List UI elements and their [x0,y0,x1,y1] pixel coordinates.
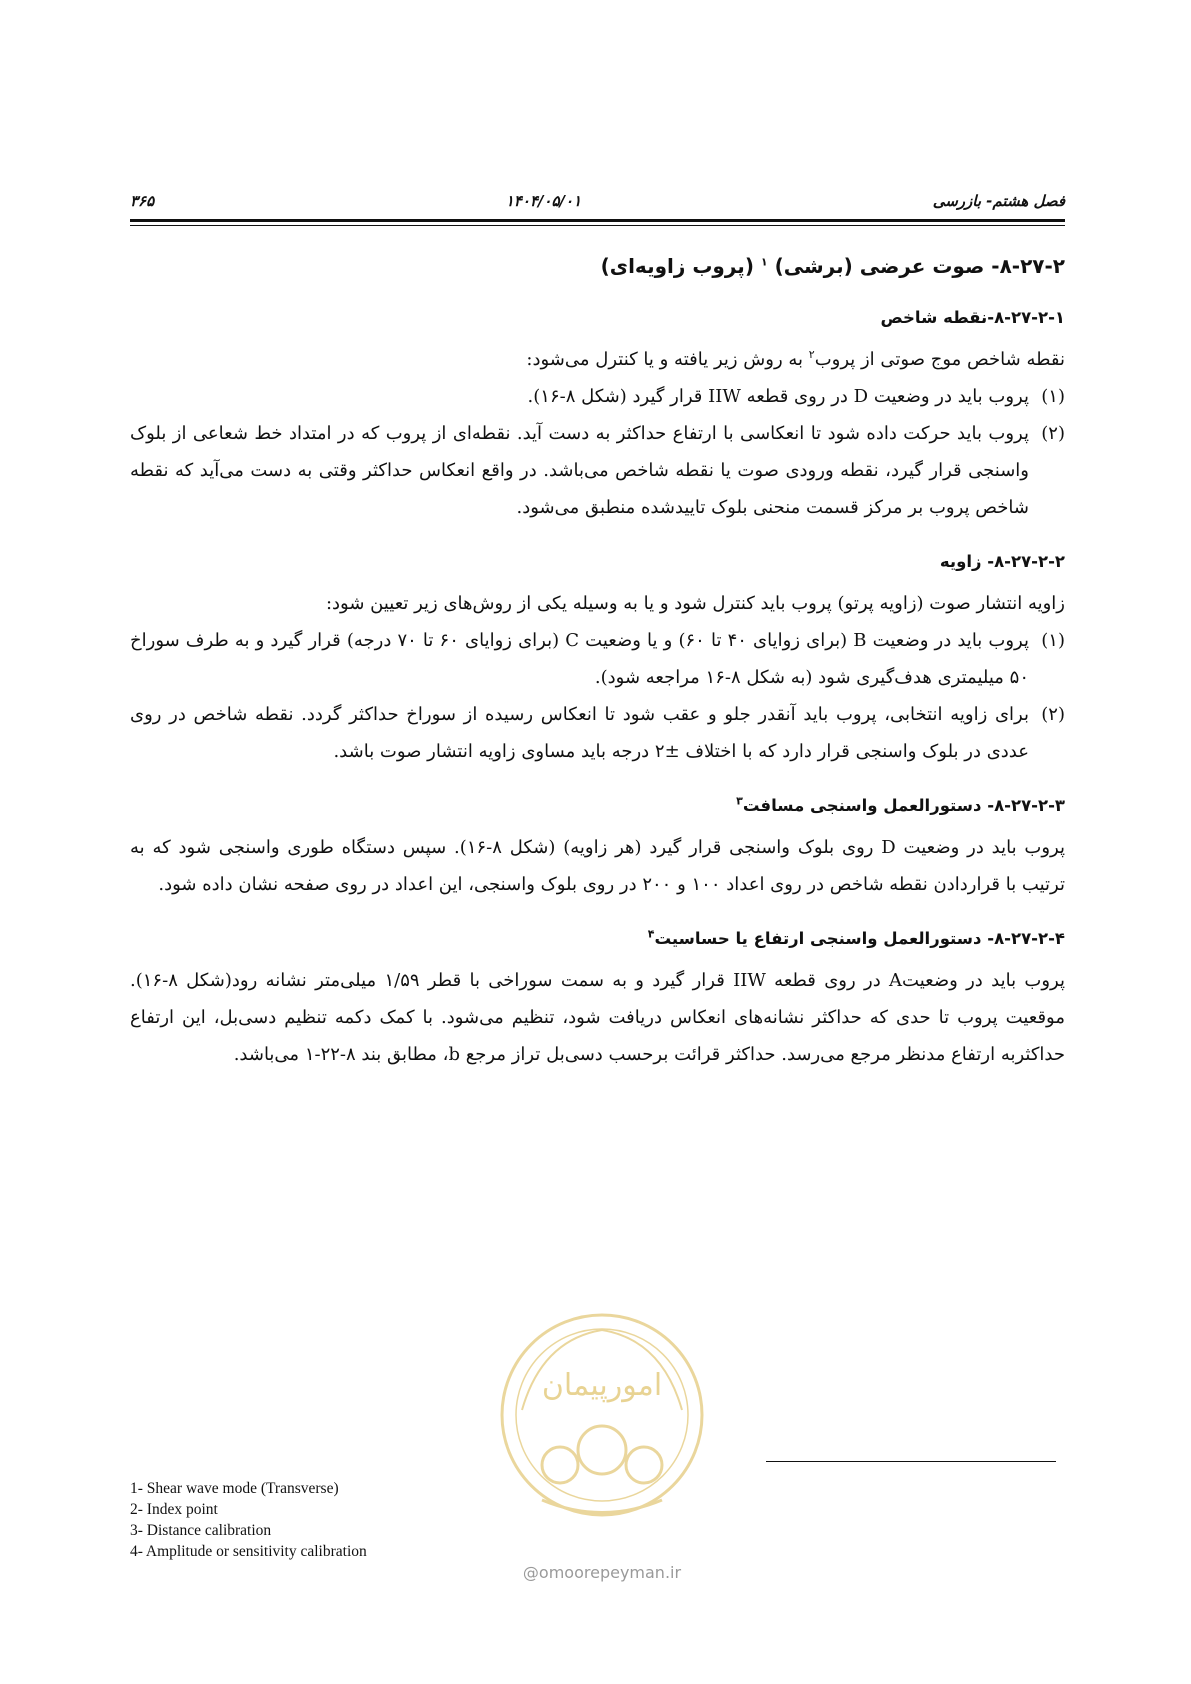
header-rule-thick [130,219,1065,222]
main-content [130,240,1065,1073]
chapter-title: فصل هشتم- بازرسی [932,192,1065,210]
footnote-ref[interactable]: ۴ [647,927,655,941]
list-item-number: (۱) [1041,386,1065,407]
section-title: ۸-۲۷-۲- صوت عرضی (برشی) $^۱$ (پروب زاویه‌ای) [600,254,1065,278]
footnote-item: 4- Amplitude or sensitivity calibration [130,1543,367,1560]
list-item-text: برای زاویه انتخابی، پروب باید آنقدر جلو و عقب شود تا انعکاس رسیده از سوراخ حداکثر گردد. نقطه شاخص در روی عددی در بلوک واسنجی قرار دارد که با اختلاف ±۲ درجه باید مساوی زاویه انتشار صوت باشد. [130,704,1029,762]
list-item [130,415,1065,526]
subsection-heading-index-point: ۸-۲۷-۲-۱-نقطه شاخص [880,308,1065,327]
footnote-item: 3- Distance calibration [130,1522,272,1539]
watermark-text: امورپیمان [541,1368,663,1403]
subsection-heading-angle: ۸-۲۷-۲-۲- زاویه [939,552,1065,571]
paragraph-distance-calibration: پروب باید در وضعیت D روی بلوک واسنجی قرار گیرد (هر زاویه) (شکل ۸-۱۶). سپس دستگاه طوری واسنجی شود که به ترتیب با قراردادن نقطه شاخص در روی اعداد ۱۰۰ و ۲۰۰ در روی بلوک واسنجی، این اعداد در روی صفحه نشان داده شود. [130,837,1065,895]
paragraph-amplitude-calibration: پروب باید در وضعیتA در روی قطعه IIW قرار گیرد و به سمت سوراخی با قطر ۱/۵۹ میلی‌متر نشانه رود(شکل ۸-۱۶). موقعیت پروب تا حدی که حداکثر نشانه‌های انعکاس دریافت شود، تنظیم می‌شود. با کمک دکمه تنظیم دسی‌بل، این ارتفاع حداکثربه ارتفاع مدنظر مرجع می‌رسد. حداکثر قرائت برحسب دسی‌بل تراز مرجع b، مطابق بند ۸-۲۲-۱ می‌باشد. [130,970,1065,1065]
footnote-separator [766,1461,1056,1462]
list-item-number: (۱) [1041,630,1065,651]
header-rule-thin [130,225,1065,226]
list-item-text: پروب باید حرکت داده شود تا انعکاسی با ارتفاع حداکثر به دست آید. نقطه‌ای از پروب که در امتداد خط شعاعی از بلوک واسنجی قرار گیرد، نقطه ورودی صوت یا نقطه شاخص می‌باشد. در واقع انعکاس حداکثر وقتی به دست می‌آید که نقطه شاخص پروب بر مرکز قسمت منحنی بلوک تاییدشده منطبق می‌شود. [130,423,1029,518]
page-header [130,186,1065,216]
list-item-number: (۲) [1041,704,1065,725]
list-item-number: (۲) [1041,423,1065,444]
list-item [130,696,1065,770]
footnote-item: 2- Index point [130,1501,218,1518]
paragraph-angle-intro: زاویه انتشار صوت (زاویه پرتو) پروب باید کنترل شود و یا به وسیله یکی از روش‌های زیر تعیین شود: [325,593,1065,614]
list-item-text: پروب باید در وضعیت B (برای زوایای ۴۰ تا ۶۰) و یا وضعیت C (برای زوایای ۶۰ تا ۷۰ درجه) قرار گیرد و به طرف سوراخ ۵۰ میلیمتری هدف‌گیری شود (به شکل ۸-۱۶ مراجعه شود). [130,630,1030,688]
list-item-text: پروب باید در وضعیت D در روی قطعه IIW قرار گیرد (شکل ۸-۱۶). [527,386,1029,407]
page-number: ۳۶۵ [130,192,155,210]
watermark-url: @omoorepeyman.ir [522,1563,682,1582]
list-item [130,622,1065,696]
footnote-ref[interactable]: ۳ [736,794,743,808]
list-item [130,378,1065,415]
paragraph-index-point-intro: نقطه شاخص موج صوتی از پروب$^۲$ به روش زیر یافته و یا کنترل می‌شود: [526,348,1065,370]
subsection-heading-amplitude-calibration: ۸-۲۷-۲-۴- دستورالعمل واسنجی ارتفاع یا حساسیت$^۴$ [647,927,1065,948]
header-date: ۱۴۰۴/۰۵/۰۱ [505,192,582,210]
footnote-item: 1- Shear wave mode (Transverse) [130,1480,339,1497]
subsection-heading-distance-calibration: ۸-۲۷-۲-۳- دستورالعمل واسنجی مسافت$^۳$ [736,794,1065,815]
footnote-ref[interactable]: ۱ [760,255,768,269]
footnote-ref[interactable]: ۲ [808,348,815,361]
footnotes [130,1478,550,1562]
